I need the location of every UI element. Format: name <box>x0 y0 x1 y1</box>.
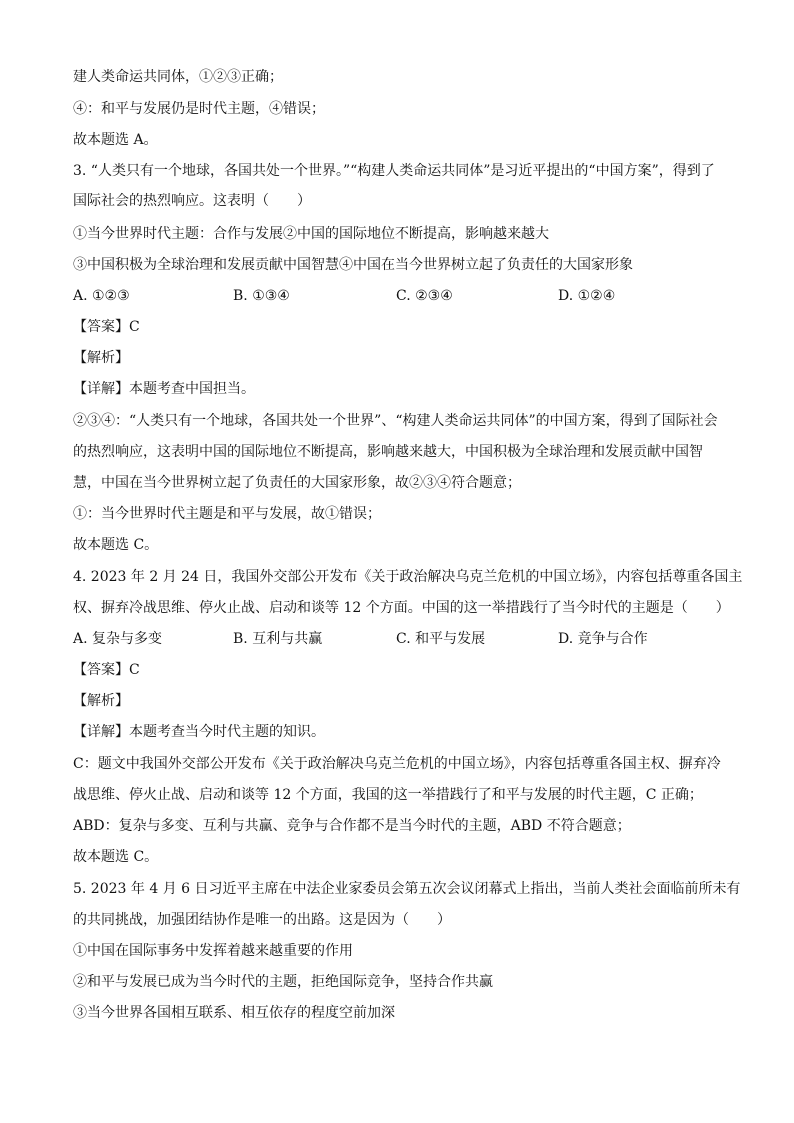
text-line: 故本题选 A。 <box>73 132 158 148</box>
question-4-option-b: B. 互利与共赢 <box>233 631 323 647</box>
question-4-option-d: D. 竞争与合作 <box>558 631 648 647</box>
explanation-line: C：题文中我国外交部公开发布《关于政治解决乌克兰危机的中国立场》，内容包括尊重各国主权、摒弃冷 <box>73 756 721 772</box>
question-4-stem: 权、摒弃冷战思维、停火止战、启动和谈等 12 个方面。中国的这一举措践行了当今时代的主题是（ ） <box>73 600 730 616</box>
explanation-line: 战思维、停火止战、启动和谈等 12 个方面，我国的这一举措践行了和平与发展的时代主题，C 正确； <box>73 787 703 803</box>
question-5-statement: ①中国在国际事务中发挥着越来越重要的作用 <box>73 943 353 959</box>
detail-line: 【详解】本题考查当今时代主题的知识。 <box>73 724 325 740</box>
question-3-stem: 3. “人类只有一个地球，各国共处一个世界。”“构建人类命运共同体”是习近平提出的“中国方案”，得到了 <box>73 163 715 179</box>
question-5-stem: 5. 2023 年 4 月 6 日习近平主席在中法企业家委员会第五次会议闭幕式上指出，当前人类社会面临前所未有 <box>73 881 741 897</box>
question-3-option-d: D. ①②④ <box>558 288 616 304</box>
question-5-statement: ③当今世界各国相互联系、相互依存的程度空前加深 <box>73 1005 395 1021</box>
question-5-statement: ②和平与发展已成为当今时代的主题，拒绝国际竞争，坚持合作共赢 <box>73 974 493 990</box>
conclusion-line: 故本题选 C。 <box>73 849 159 865</box>
question-3-option-c: C. ②③④ <box>396 288 453 304</box>
question-4-stem: 4. 2023 年 2 月 24 日，我国外交部公开发布《关于政治解决乌克兰危机的中国立场》，内容包括尊重各国主 <box>73 569 743 585</box>
text-line: 建人类命运共同体，①②③正确； <box>73 69 283 85</box>
explanation-line: ①：当今世界时代主题是和平与发展，故①错误； <box>73 506 381 522</box>
explanation-line: ABD：复杂与多变、互利与共赢、竞争与合作都不是当今时代的主题，ABD 不符合题意； <box>73 818 631 834</box>
question-3-statement: ③中国积极为全球治理和发展贡献中国智慧④中国在当今世界树立起了负责任的大国家形象 <box>73 257 633 273</box>
explanation-line: ②③④：“人类只有一个地球，各国共处一个世界”、“构建人类命运共同体”的中国方案，得到了国际社会 <box>73 413 718 429</box>
question-4-option-a: A. 复杂与多变 <box>73 631 163 647</box>
analysis-label: 【解析】 <box>73 693 129 709</box>
analysis-label: 【解析】 <box>73 350 129 366</box>
explanation-line: 慧，中国在当今世界树立起了负责任的大国家形象，故②③④符合题意； <box>73 475 521 491</box>
question-3-option-a: A. ①②③ <box>73 288 130 304</box>
question-3-statement: ①当今世界时代主题：合作与发展②中国的国际地位不断提高，影响越来越大 <box>73 226 549 242</box>
question-3-option-b: B. ①③④ <box>233 288 290 304</box>
question-5-stem: 的共同挑战，加强团结协作是唯一的出路。这是因为（ ） <box>73 912 451 928</box>
answer-label: 【答案】C <box>73 662 140 678</box>
explanation-line: 的热烈响应，这表明中国的国际地位不断提高，影响越来越大，中国积极为全球治理和发展贡献中国智 <box>73 444 703 460</box>
text-line: ④：和平与发展仍是时代主题，④错误； <box>73 101 325 117</box>
conclusion-line: 故本题选 C。 <box>73 537 159 553</box>
question-3-stem: 国际社会的热烈响应。这表明（ ） <box>73 193 311 209</box>
question-4-option-c: C. 和平与发展 <box>396 631 486 647</box>
answer-label: 【答案】C <box>73 319 140 335</box>
detail-line: 【详解】本题考查中国担当。 <box>73 381 255 397</box>
